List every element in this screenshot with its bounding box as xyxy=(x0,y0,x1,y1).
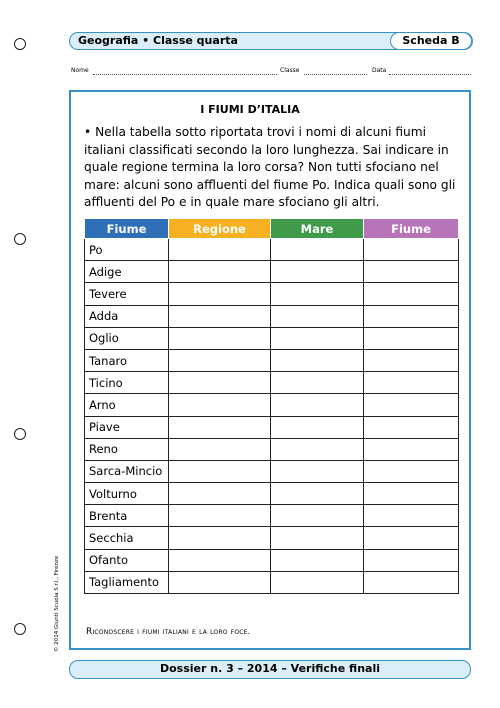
fiume-cell[interactable] xyxy=(364,261,459,283)
regione-cell[interactable] xyxy=(169,416,271,438)
data-label: Data xyxy=(372,67,387,74)
river-name: Piave xyxy=(85,416,169,438)
column-header: Fiume xyxy=(364,219,459,239)
river-name: Arno xyxy=(85,394,169,416)
regione-cell[interactable] xyxy=(169,460,271,482)
river-name: Ofanto xyxy=(85,549,169,571)
learning-objective: Riconoscere i fiumi italiani e la loro foce. xyxy=(86,627,251,637)
table-row xyxy=(85,483,459,505)
mare-cell[interactable] xyxy=(271,549,364,571)
fiume-cell[interactable] xyxy=(364,327,459,349)
mare-cell[interactable] xyxy=(271,305,364,327)
table-row xyxy=(85,372,459,394)
regione-cell[interactable] xyxy=(169,372,271,394)
mare-cell[interactable] xyxy=(271,349,364,371)
table-row xyxy=(85,239,459,261)
table-row xyxy=(85,416,459,438)
binder-hole xyxy=(14,233,26,245)
page-header xyxy=(69,32,473,50)
column-header: Regione xyxy=(169,219,271,239)
table-row xyxy=(85,438,459,460)
river-name: Tagliamento xyxy=(85,571,169,593)
regione-cell[interactable] xyxy=(169,283,271,305)
mare-cell[interactable] xyxy=(271,239,364,261)
table-row xyxy=(85,327,459,349)
rivers-table xyxy=(84,218,459,594)
regione-cell[interactable] xyxy=(169,438,271,460)
nome-field[interactable] xyxy=(93,74,277,75)
scheda-badge: Scheda B xyxy=(390,32,472,50)
fiume-cell[interactable] xyxy=(364,394,459,416)
mare-cell[interactable] xyxy=(271,438,364,460)
page-footer: Dossier n. 3 – 2014 – Verifiche finali xyxy=(69,660,471,679)
regione-cell[interactable] xyxy=(169,261,271,283)
regione-cell[interactable] xyxy=(169,549,271,571)
mare-cell[interactable] xyxy=(271,571,364,593)
mare-cell[interactable] xyxy=(271,394,364,416)
fiume-cell[interactable] xyxy=(364,283,459,305)
fiume-cell[interactable] xyxy=(364,527,459,549)
river-name: Adda xyxy=(85,305,169,327)
regione-cell[interactable] xyxy=(169,349,271,371)
regione-cell[interactable] xyxy=(169,527,271,549)
table-row xyxy=(85,349,459,371)
river-name: Reno xyxy=(85,438,169,460)
classe-label: Classe xyxy=(280,67,300,74)
page-title: I FIUMI D’ITALIA xyxy=(200,103,300,116)
fiume-cell[interactable] xyxy=(364,372,459,394)
mare-cell[interactable] xyxy=(271,261,364,283)
regione-cell[interactable] xyxy=(169,305,271,327)
subject-label: Geografia • Classe quarta xyxy=(78,34,238,47)
fiume-cell[interactable] xyxy=(364,305,459,327)
mare-cell[interactable] xyxy=(271,283,364,305)
river-name: Oglio xyxy=(85,327,169,349)
river-name: Adige xyxy=(85,261,169,283)
fiume-cell[interactable] xyxy=(364,549,459,571)
mare-cell[interactable] xyxy=(271,483,364,505)
river-name: Tanaro xyxy=(85,349,169,371)
binder-hole xyxy=(14,38,26,50)
mare-cell[interactable] xyxy=(271,327,364,349)
fiume-cell[interactable] xyxy=(364,505,459,527)
binder-hole xyxy=(14,623,26,635)
fiume-cell[interactable] xyxy=(364,460,459,482)
mare-cell[interactable] xyxy=(271,527,364,549)
river-name: Sarca-Mincio xyxy=(85,460,169,482)
regione-cell[interactable] xyxy=(169,483,271,505)
table-row xyxy=(85,549,459,571)
table-row xyxy=(85,394,459,416)
mare-cell[interactable] xyxy=(271,372,364,394)
fiume-cell[interactable] xyxy=(364,483,459,505)
river-name: Secchia xyxy=(85,527,169,549)
river-name: Brenta xyxy=(85,505,169,527)
regione-cell[interactable] xyxy=(169,239,271,261)
mare-cell[interactable] xyxy=(271,505,364,527)
fiume-cell[interactable] xyxy=(364,416,459,438)
table-row xyxy=(85,527,459,549)
instructions: • Nella tabella sotto riportata trovi i nomi di alcuni fiumi italiani classificati secondo la loro lunghezza. Sai indicare in quale regione termina la loro corsa? Non tutti sfociano nel mare: alcuni sono affluenti del fiume Po. Indica quali sono gli affluenti del Po e in quale mare sfociano gli altri. xyxy=(84,125,456,209)
river-name: Tevere xyxy=(85,283,169,305)
fiume-cell[interactable] xyxy=(364,349,459,371)
regione-cell[interactable] xyxy=(169,394,271,416)
mare-cell[interactable] xyxy=(271,460,364,482)
fiume-cell[interactable] xyxy=(364,239,459,261)
regione-cell[interactable] xyxy=(169,571,271,593)
data-field[interactable] xyxy=(389,74,471,75)
column-header: Mare xyxy=(271,219,364,239)
river-name: Ticino xyxy=(85,372,169,394)
regione-cell[interactable] xyxy=(169,505,271,527)
table-row xyxy=(85,505,459,527)
binder-hole xyxy=(14,428,26,440)
river-name: Volturno xyxy=(85,483,169,505)
classe-field[interactable] xyxy=(304,74,367,75)
fiume-cell[interactable] xyxy=(364,438,459,460)
table-row xyxy=(85,261,459,283)
table-row xyxy=(85,571,459,593)
river-name: Po xyxy=(85,239,169,261)
copyright: © 2014 Giunti Scuola S.r.l., Firenze xyxy=(54,555,60,652)
table-row xyxy=(85,460,459,482)
table-row xyxy=(85,305,459,327)
nome-label: Nome xyxy=(71,67,89,74)
regione-cell[interactable] xyxy=(169,327,271,349)
fiume-cell[interactable] xyxy=(364,571,459,593)
column-header: Fiume xyxy=(85,219,169,239)
table-row xyxy=(85,283,459,305)
mare-cell[interactable] xyxy=(271,416,364,438)
